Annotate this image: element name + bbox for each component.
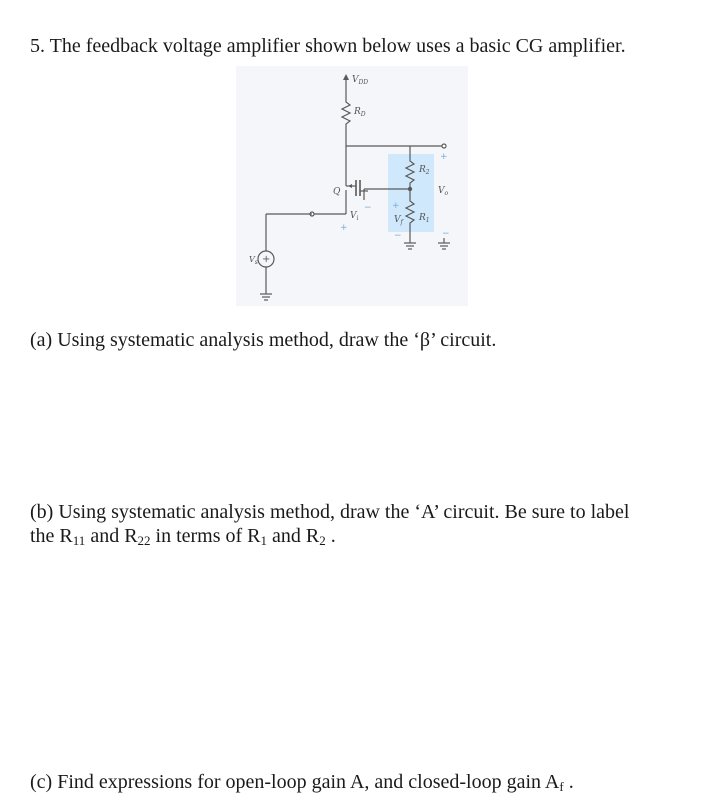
question-title: 5. The feedback voltage amplifier shown below uses a basic CG amplifier. [30, 35, 626, 57]
question-part-c: (c) Find expressions for open-loop gain A, and closed-loop gain $A_f$ . [30, 771, 574, 794]
vo-label: $V_o$ [438, 186, 449, 197]
q-label: Q [333, 187, 341, 197]
question-part-a: (a) Using systematic analysis method, draw the ‘β’ circuit. [30, 329, 497, 351]
vf-minus-sign: − [394, 231, 402, 241]
vi-plus-sign: + [340, 223, 348, 233]
vi-label: $V_i$ [350, 211, 359, 222]
vf-plus-sign: + [392, 201, 400, 211]
vs-plus-sign: + [262, 254, 271, 265]
part-b-line-1: (b) Using systematic analysis method, draw the ‘A’ circuit. Be sure to label [30, 501, 630, 523]
vo-plus-sign: + [440, 152, 448, 162]
r2-label: $R_2$ [419, 165, 430, 176]
vo-minus-sign: − [442, 229, 450, 239]
question-part-b [30, 500, 629, 548]
vdd-label: $V_{DD}$ [352, 75, 369, 86]
rd-label: $R_D$ [354, 107, 366, 118]
vs-label: $V_s$ [249, 255, 258, 266]
vi-minus-sign: − [364, 203, 372, 213]
r1-label: $R_1$ [419, 213, 430, 224]
part-b-line-2: the $R_{11}$ and $R_{22}$ in terms of $R_1$ and $R_2$ . [30, 525, 336, 548]
output-terminal [442, 144, 446, 148]
vf-label: $V_f$ [394, 215, 403, 226]
feedback-amplifier-circuit [236, 66, 468, 306]
